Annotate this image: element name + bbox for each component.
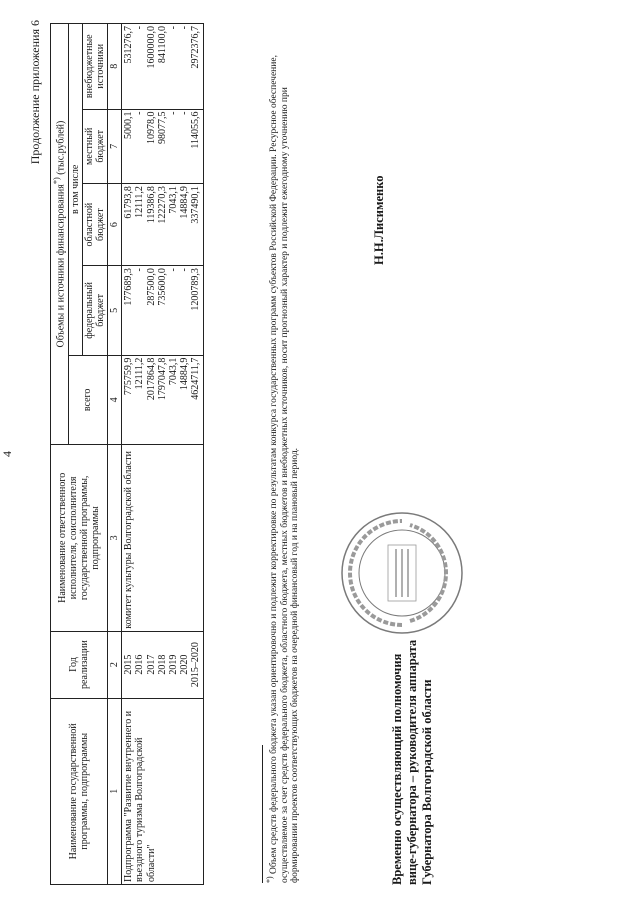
extra-value: - xyxy=(134,26,146,30)
year-value: 2016 xyxy=(134,654,146,675)
federal-value: - xyxy=(134,268,146,272)
local-value: 98077,5 xyxy=(156,111,168,145)
header-year: Год реализации xyxy=(51,631,108,698)
year-value: 2018 xyxy=(156,654,168,675)
year-value: 2019 xyxy=(168,654,180,675)
regional-value: 12111,2 xyxy=(134,186,146,218)
regional-value: 119386,8 xyxy=(145,186,157,224)
total-value: 7043,1 xyxy=(168,357,180,386)
signature-line: Временно осуществляющий полномочия xyxy=(390,653,404,885)
extra-value: 531276,7 xyxy=(123,26,135,64)
executor-cell: комитет культуры Волгоградской области xyxy=(122,445,203,631)
total-value: 775759,9 xyxy=(123,357,135,396)
header-executor: Наименование ответственного исполнителя, соисполнителя государственной программы, подпрограммы xyxy=(51,445,108,631)
year-value: 2015–2020 xyxy=(190,642,202,688)
local-value: 5000,1 xyxy=(123,111,135,140)
regional-value: 14884,9 xyxy=(179,186,191,219)
program-name-cell: Подпрограмма "Развитие внутреннего и въездного туризма Волгоградской области" xyxy=(122,698,203,884)
regional-cell xyxy=(122,184,203,266)
header-program: Наименование государственной программы, подпрограммы xyxy=(51,698,108,884)
signature-line: вице-губернатора – руководителя аппарата xyxy=(405,639,419,885)
footnote-divider xyxy=(262,745,263,883)
header-federal: федеральный бюджет xyxy=(82,266,107,356)
federal-cell xyxy=(122,266,203,356)
federal-value: 177689,3 xyxy=(123,268,135,306)
federal-value: 735600,0 xyxy=(156,268,168,306)
col-number: 1 xyxy=(108,698,122,884)
header-funding xyxy=(51,24,69,445)
funding-table xyxy=(50,23,204,885)
footnote xyxy=(262,27,301,883)
local-value: 10978,0 xyxy=(145,111,157,145)
header-extra: внебюджетные источники xyxy=(82,24,107,110)
year-value: 2015 xyxy=(123,654,135,675)
local-value: - xyxy=(168,111,180,115)
extra-value: 1600000,0 xyxy=(145,26,157,69)
signature-line: Губернатора Волгоградской области xyxy=(420,679,434,885)
header-funding-unit: (тыс.рублей) xyxy=(55,120,67,175)
regional-value: 61793,8 xyxy=(123,186,135,219)
extra-value: - xyxy=(168,26,180,30)
local-value: 114055,6 xyxy=(190,111,202,149)
local-value: - xyxy=(134,111,146,115)
year-cell xyxy=(122,631,203,698)
year-value: 2020 xyxy=(179,654,191,675)
header-funding-sup: *) xyxy=(52,177,61,185)
total-value: 14884,9 xyxy=(179,357,191,391)
page-number: 4 xyxy=(0,451,14,457)
col-number: 4 xyxy=(108,355,122,445)
federal-value: 287500,0 xyxy=(145,268,157,306)
header-local: местный бюджет xyxy=(82,109,107,184)
col-number: 6 xyxy=(108,184,122,266)
header-total: всего xyxy=(68,355,108,445)
total-cell xyxy=(122,355,203,445)
extra-value: 841100,0 xyxy=(156,26,168,64)
col-number: 5 xyxy=(108,266,122,356)
col-number: 7 xyxy=(108,109,122,184)
col-number: 3 xyxy=(108,445,122,631)
col-number: 8 xyxy=(108,24,122,110)
federal-value: 1200789,3 xyxy=(190,268,202,311)
local-cell xyxy=(122,109,203,184)
total-value: 4624711,7 xyxy=(190,357,202,400)
footnote-marker: *) xyxy=(265,876,274,883)
signature-position xyxy=(390,640,435,885)
local-value: - xyxy=(179,111,191,115)
total-value: 2017864,8 xyxy=(145,357,157,401)
extra-value: - xyxy=(179,26,191,30)
total-value: 1797047,8 xyxy=(156,357,168,401)
stamp-seal-icon xyxy=(338,509,466,637)
year-value: 2017 xyxy=(145,654,157,675)
col-number: 2 xyxy=(108,631,122,698)
regional-value: 122270,3 xyxy=(156,186,168,224)
federal-value: - xyxy=(168,268,180,272)
extra-value: 2972376,7 xyxy=(190,26,202,69)
extra-cell xyxy=(122,24,203,110)
regional-value: 7043,1 xyxy=(168,186,180,214)
regional-value: 337490,1 xyxy=(190,186,202,224)
total-value: 12111,2 xyxy=(134,357,146,390)
signatory-name: Н.Н.Лисименко xyxy=(372,175,386,265)
official-stamp xyxy=(338,509,466,637)
federal-value: - xyxy=(179,268,191,272)
header-including: в том числе xyxy=(68,24,82,356)
continuation-label: Продолжение приложения 6 xyxy=(28,20,42,165)
header-regional: областной бюджет xyxy=(82,184,107,266)
table-row xyxy=(122,24,203,885)
footnote-text: Объем средств федерального бюджета указан ориентировочно и подлежит корректировке по результатам конкурса государственных программ субъектов Российской Федерации. Ресурсное обеспечение, осуществляемое за счет средств федерального бюджета, областного бюджета, местных бюджетов и внебюджетных источников, носит прогнозный характер и подлежит ежегодному уточнению при формировании проектов соответствующих бюджетов на очередной финансовый год и на плановый период. xyxy=(269,55,301,883)
header-funding-label: Объемы и источники финансирования xyxy=(55,184,67,348)
